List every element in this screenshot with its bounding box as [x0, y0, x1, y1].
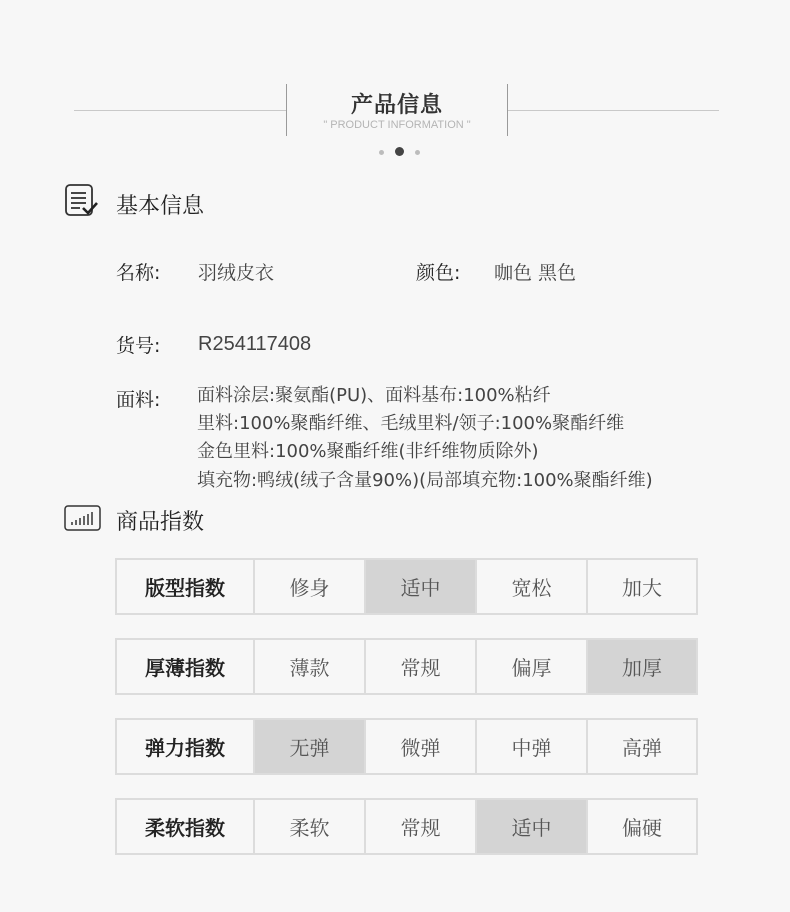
index-option-selected: 无弹: [255, 720, 366, 773]
color-label: 颜色:: [416, 262, 461, 284]
index-option: 偏厚: [477, 640, 588, 693]
index-option: 薄款: [255, 640, 366, 693]
index-option: 宽松: [477, 560, 588, 613]
sku-value: R254117408: [198, 333, 312, 355]
header-divider-right: [508, 110, 719, 111]
index-option-selected: 适中: [366, 560, 477, 613]
index-option: 中弹: [477, 720, 588, 773]
index-option: 偏硬: [622, 816, 662, 840]
color-value: 咖色 黑色: [494, 262, 577, 284]
index-row: [115, 718, 698, 775]
index-option: 常规: [366, 640, 477, 693]
dot: [415, 150, 420, 155]
index-row: [115, 798, 698, 855]
fabric-line: 填充物:鸭绒(绒子含量90%)(局部填充物:100%聚酯纤维): [197, 470, 653, 491]
section-title: 商品指数: [116, 510, 205, 535]
index-option: 柔软: [255, 800, 366, 853]
index-option: 微弹: [366, 720, 477, 773]
page-title: 产品信息: [350, 93, 443, 118]
document-checklist-icon: [64, 184, 100, 222]
dot: [379, 150, 384, 155]
name-value: 羽绒皮衣: [198, 262, 275, 284]
index-option: 高弹: [622, 736, 662, 760]
header-divider-left: [74, 110, 286, 111]
index-row-label: 厚薄指数: [117, 640, 255, 693]
fabric-line: 金色里料:100%聚酯纤维(非纤维物质除外): [197, 441, 539, 462]
index-row: [115, 638, 698, 695]
index-option: 常规: [366, 800, 477, 853]
index-row: [115, 558, 698, 615]
fabric-line: 里料:100%聚酯纤维、毛绒里料/领子:100%聚酯纤维: [197, 413, 625, 434]
dot-active: [395, 147, 404, 156]
index-option: 加大: [622, 576, 662, 600]
index-row-label: 弹力指数: [117, 720, 255, 773]
index-option-selected: 适中: [477, 800, 588, 853]
pagination-dots: [376, 146, 424, 158]
sku-label: 货号:: [116, 335, 161, 357]
signal-bars-icon: [64, 503, 102, 537]
fabric-line: 面料涂层:聚氨酯(PU)、面料基布:100%粘纤: [197, 385, 551, 406]
page-subtitle: " PRODUCT INFORMATION ": [323, 119, 471, 131]
section-header: [0, 84, 790, 136]
index-option-selected: 加厚: [588, 640, 696, 693]
index-row-label: 柔软指数: [117, 800, 255, 853]
index-row-label: 版型指数: [117, 560, 255, 613]
index-option: 修身: [255, 560, 366, 613]
section-title: 基本信息: [116, 194, 205, 219]
name-label: 名称:: [116, 262, 161, 284]
fabric-label: 面料:: [116, 389, 161, 411]
